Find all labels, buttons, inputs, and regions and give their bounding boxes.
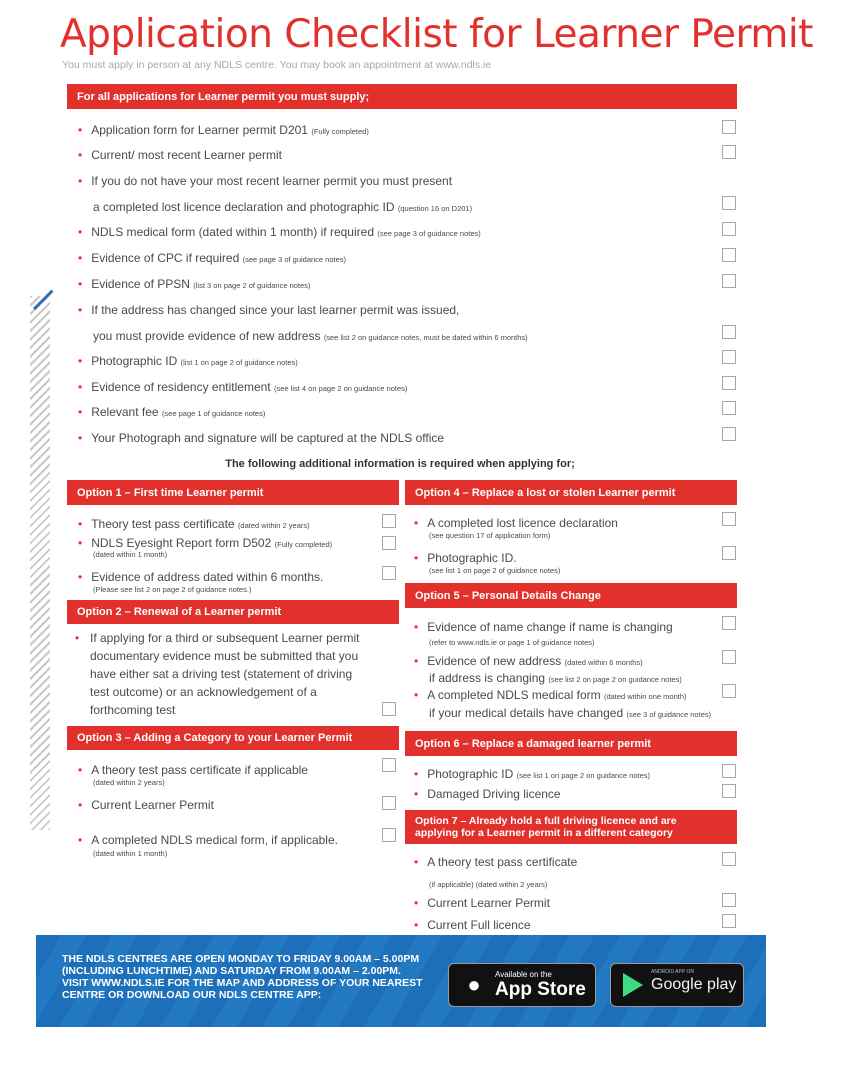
main-item-1: • Application form for Learner permit D201 (Fully completed)	[78, 123, 369, 137]
option4-item-1-checkbox[interactable]	[722, 512, 736, 526]
option5-item-3: • A completed NDLS medical form (dated within one month)	[414, 688, 687, 702]
bullet-icon: •	[75, 631, 80, 645]
page-title: Application Checklist for Learner Permit	[60, 12, 813, 57]
option3-item-2: • Current Learner Permit	[78, 798, 214, 812]
option4-item-1-sub: (see question 17 of application form)	[429, 531, 551, 540]
main-item-9: • Evidence of residency entitlement (see list 4 on page 2 on guidance notes)	[78, 380, 408, 394]
option1-item-3-sub: (Please see list 2 on page 2 of guidance notes.)	[93, 585, 252, 594]
main-item-11: • Your Photograph and signature will be captured at the NDLS office	[78, 431, 445, 445]
option1-item-1: • Theory test pass certificate (dated within 2 years)	[78, 517, 310, 531]
main-item-7-checkbox[interactable]	[722, 325, 736, 339]
option7-item-2-checkbox[interactable]	[722, 893, 736, 907]
option6-item-1-checkbox[interactable]	[722, 764, 736, 778]
option6-item-2: • Damaged Driving licence	[414, 787, 561, 801]
option6-item-1: • Photographic ID (see list 1 on page 2 on guidance notes)	[414, 767, 651, 781]
main-item-5: • Evidence of CPC if required (see page 3 of guidance notes)	[78, 251, 347, 265]
main-item-3: • If you do not have your most recent learner permit you must present	[78, 174, 453, 188]
option2-header: Option 2 – Renewal of a Learner permit	[67, 600, 399, 624]
option7-item-1-sub: (if applicable) (dated within 2 years)	[429, 880, 548, 889]
app-store-label: App Store	[495, 978, 586, 1000]
hatch-stripe-decoration	[30, 296, 50, 830]
main-item-7: • If the address has changed since your last learner permit was issued,	[78, 303, 460, 317]
option1-header: Option 1 – First time Learner permit	[67, 480, 399, 505]
option3-item-3: • A completed NDLS medical form, if applicable.	[78, 833, 338, 847]
main-item-4: • NDLS medical form (dated within 1 month) if required (see page 3 of guidance notes)	[78, 225, 481, 239]
option5-header: Option 5 – Personal Details Change	[405, 583, 737, 608]
main-item-6: • Evidence of PPSN (list 3 on page 2 of guidance notes)	[78, 277, 311, 291]
google-play-icon	[623, 973, 643, 997]
option7-item-1-checkbox[interactable]	[722, 852, 736, 866]
option1-item-3: • Evidence of address dated within 6 months.	[78, 570, 324, 584]
main-item-10-checkbox[interactable]	[722, 401, 736, 415]
option4-item-2: • Photographic ID.	[414, 551, 517, 565]
option7-item-3-checkbox[interactable]	[722, 914, 736, 928]
option3-item-3-checkbox[interactable]	[382, 828, 396, 842]
option3-item-3-sub: (dated within 1 month)	[93, 849, 168, 858]
option6-header: Option 6 – Replace a damaged learner permit	[405, 731, 737, 756]
option3-item-1-sub: (dated within 2 years)	[93, 778, 165, 787]
option7-item-3: • Current Full licence	[414, 918, 531, 932]
main-item-10: • Relevant fee (see page 1 of guidance notes)	[78, 405, 266, 419]
option1-item-3-checkbox[interactable]	[382, 566, 396, 580]
main-item-8-checkbox[interactable]	[722, 350, 736, 364]
apple-icon: ●	[467, 972, 481, 997]
google-play-label: Google play	[651, 976, 737, 993]
main-item-6-checkbox[interactable]	[722, 274, 736, 288]
option5-item-1-checkbox[interactable]	[722, 616, 736, 630]
option1-item-2: • NDLS Eyesight Report form D502 (Fully completed)	[78, 536, 333, 550]
google-play-small-label: ANDROID APP ON	[651, 969, 694, 975]
option4-item-1: • A completed lost licence declaration	[414, 516, 618, 530]
main-item-9-checkbox[interactable]	[722, 376, 736, 390]
option1-item-1-checkbox[interactable]	[382, 514, 396, 528]
footer-opening-hours: THE NDLS CENTRES ARE OPEN MONDAY TO FRIDAY 9.00AM – 5.00PM (INCLUDING LUNCHTIME) AND SATURDAY FROM 9.00AM – 2.00PM. VISIT WWW.NDLS.IE FOR THE MAP AND ADDRESS OF YOUR NEAREST CENTRE OR DOWNLOAD OUR NDLS CENTRE APP:	[62, 953, 423, 1001]
option7-item-2: • Current Learner Permit	[414, 896, 550, 910]
main-item-2-checkbox[interactable]	[722, 145, 736, 159]
main-item-5-checkbox[interactable]	[722, 248, 736, 262]
main-item-3-cont: a completed lost licence declaration and photographic ID (question 16 on D201)	[93, 200, 473, 214]
main-item-2: • Current/ most recent Learner permit	[78, 148, 282, 162]
option3-header: Option 3 – Adding a Category to your Learner Permit	[67, 726, 399, 750]
main-section-header: For all applications for Learner permit you must supply;	[67, 84, 737, 109]
option2-text: • If applying for a third or subsequent Learner permit documentary evidence must be submitted that you have either sat a driving test (statement of driving test outcome) or an acknowledgement of a forthcoming test	[75, 631, 360, 717]
option4-header: Option 4 – Replace a lost or stolen Learner permit	[405, 480, 737, 505]
app-store-small-label: Available on the	[495, 969, 552, 979]
option5-item-2-checkbox[interactable]	[722, 650, 736, 664]
main-item-1-checkbox[interactable]	[722, 120, 736, 134]
google-play-button[interactable]	[610, 963, 744, 1007]
option3-item-1: • A theory test pass certificate if applicable	[78, 763, 308, 777]
app-store-button[interactable]	[448, 963, 596, 1007]
option5-item-1: • Evidence of name change if name is changing	[414, 620, 673, 634]
option5-item-1-sub: (refer to www.ndls.ie or page 1 of guidance notes)	[429, 638, 595, 647]
option5-item-3-cont: if your medical details have changed (see 3 of guidance notes)	[429, 706, 712, 720]
option1-item-2-sub: (dated within 1 month)	[93, 550, 168, 559]
main-item-8: • Photographic ID (list 1 on page 2 of guidance notes)	[78, 354, 298, 368]
page-subtitle: You must apply in person at any NDLS centre. You may book an appointment at www.ndls.ie	[62, 59, 492, 71]
main-item-3-checkbox[interactable]	[722, 196, 736, 210]
option5-item-2-cont: if address is changing (see list 2 on page 2 on guidance notes)	[429, 671, 682, 685]
option1-item-2-checkbox[interactable]	[382, 536, 396, 550]
option3-item-2-checkbox[interactable]	[382, 796, 396, 810]
option7-item-1: • A theory test pass certificate	[414, 855, 578, 869]
footer-banner	[36, 935, 766, 1027]
option6-item-2-checkbox[interactable]	[722, 784, 736, 798]
option4-item-2-checkbox[interactable]	[722, 546, 736, 560]
additional-info-note: The following additional information is required when applying for;	[225, 458, 575, 470]
option5-item-3-checkbox[interactable]	[722, 684, 736, 698]
option7-header: Option 7 – Already hold a full driving licence and are applying for a Learner permit in a different category	[405, 810, 737, 844]
main-item-7-cont: you must provide evidence of new address (see list 2 on guidance notes, must be dated within 6 months)	[93, 329, 528, 343]
main-item-11-checkbox[interactable]	[722, 427, 736, 441]
option4-item-2-sub: (see list 1 on page 2 of guidance notes)	[429, 566, 561, 575]
option2-checkbox[interactable]	[382, 702, 396, 716]
option5-item-2: • Evidence of new address (dated within 6 months)	[414, 654, 643, 668]
main-item-4-checkbox[interactable]	[722, 222, 736, 236]
option3-item-1-checkbox[interactable]	[382, 758, 396, 772]
